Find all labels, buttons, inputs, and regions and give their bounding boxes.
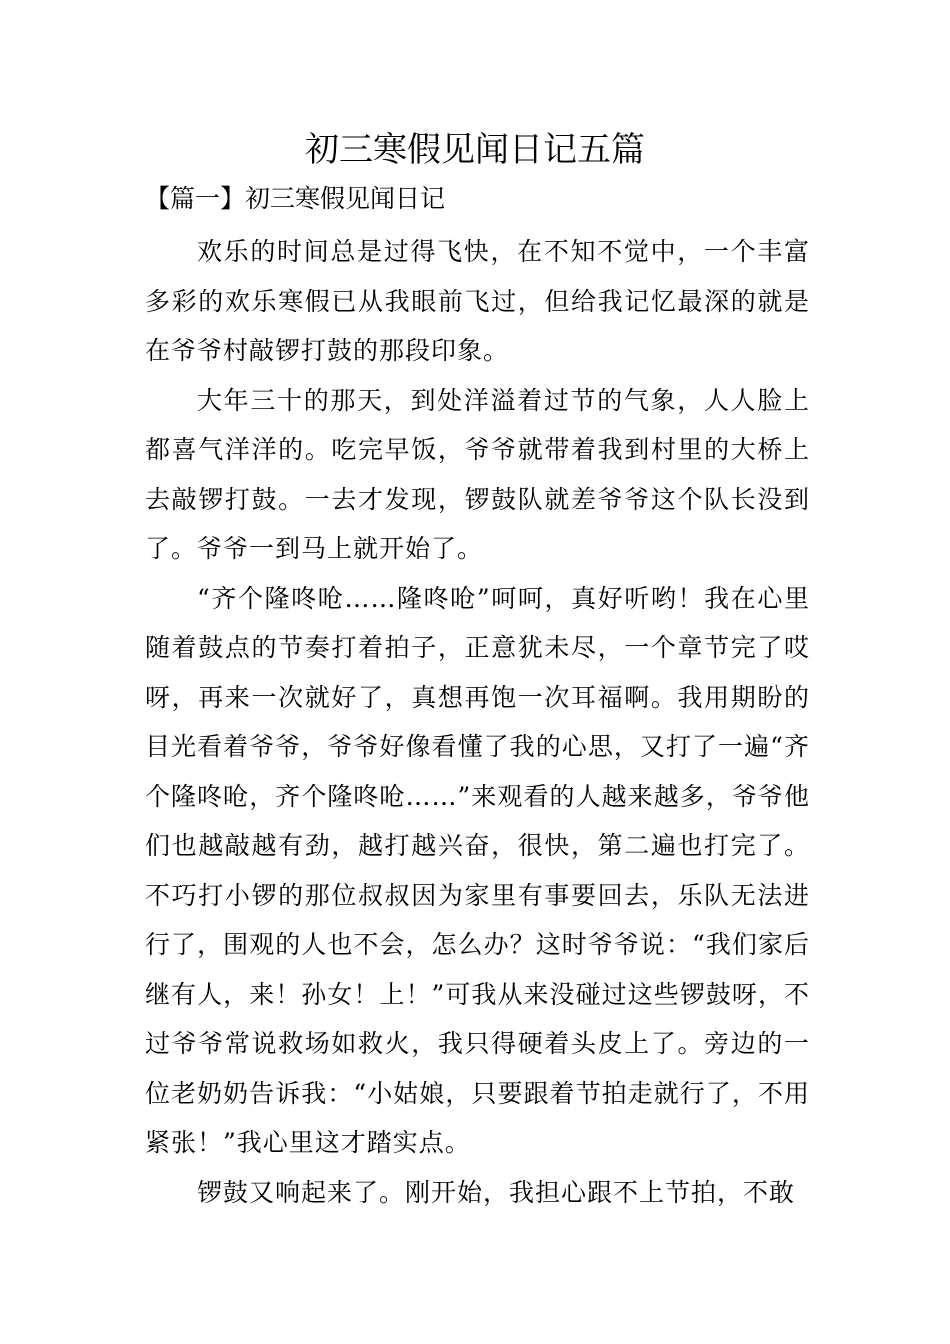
section-heading: 【篇一】初三寒假见闻日记 [145, 184, 446, 213]
document-title: 初三寒假见闻日记五篇 [305, 130, 645, 170]
paragraph: 欢乐的时间总是过得飞快，在不知不觉中，一个丰富多彩的欢乐寒假已从我眼前飞过，但给我记忆最深的就是在爷爷村敲锣打鼓的那段印象。 [145, 237, 810, 365]
paragraph: 大年三十的那天，到处洋溢着过节的气象，人人脸上都喜气洋洋的。吃完早饭，爷爷就带着我到村里的大桥上去敲锣打鼓。一去才发现，锣鼓队就差爷爷这个队长没到了。爷爷一到马上就开始了。 [145, 385, 810, 563]
paragraph: 锣鼓又响起来了。刚开始，我担心跟不上节拍，不敢 [197, 1177, 796, 1207]
paragraph: “齐个隆咚呛……隆咚呛”呵呵，真好听哟！我在心里随着鼓点的节奏打着拍子，正意犹未尽，一个章节完了哎呀，再来一次就好了，真想再饱一次耳福啊。我用期盼的目光看着爷爷，爷爷好像看懂了我的心思，又打了一遍“齐个隆咚呛，齐个隆咚呛……”来观看的人越来越多，爷爷他们也越敲越有劲，越打越兴奋，很快，第二遍也打完了。不巧打小锣的那位叔叔因为家里有事要回去，乐队无法进行了，围观的人也不会，怎么办？这时爷爷说：“我们家后继有人，来！孙女！上！”可我从来没碰过这些锣鼓呀，不过爷爷常说救场如救火，我只得硬着头皮上了。旁边的一位老奶奶告诉我：“小姑娘，只要跟着节拍走就行了，不用紧张！”我心里这才踏实点。 [145, 583, 810, 1157]
body-text [145, 227, 810, 1217]
